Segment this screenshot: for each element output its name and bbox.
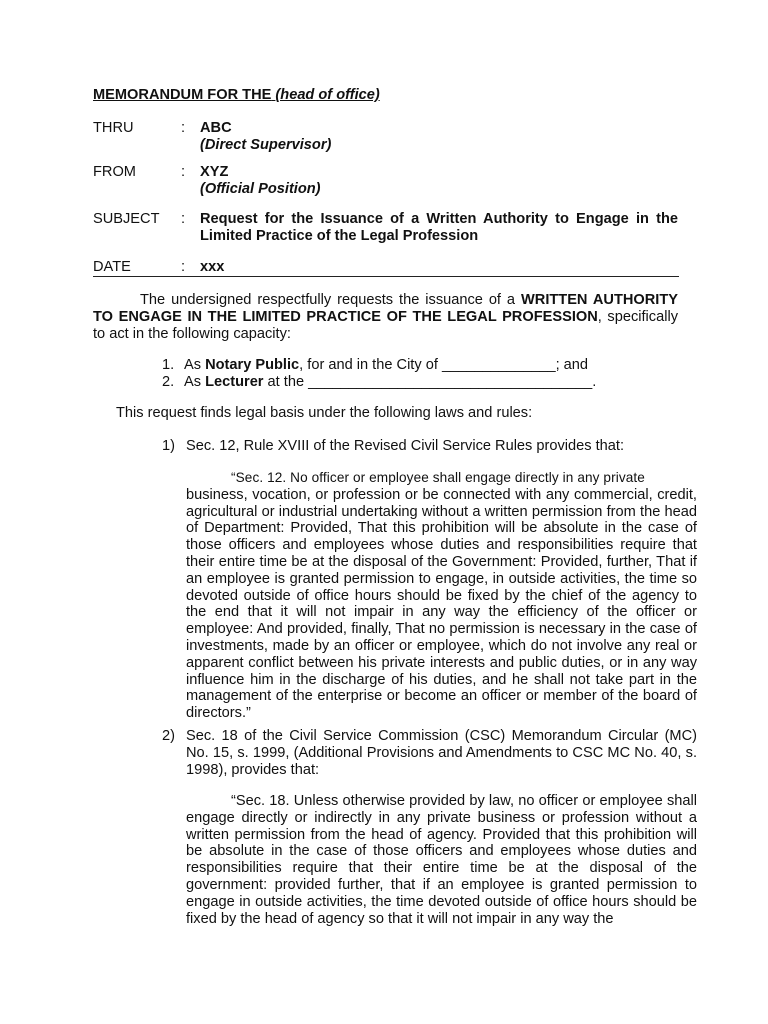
- thru-position: (Direct Supervisor): [200, 137, 332, 153]
- capacity-number: 2.: [162, 374, 175, 390]
- capacity-item-1: 1. As Notary Public, for and in the City of ______________; and: [162, 357, 589, 373]
- intro-emphasis: WRITTEN AUTHORITY TO ENGAGE IN THE LIMITED PRACTICE OF THE LEGAL PROFESSION: [93, 292, 678, 325]
- from-value: [200, 164, 678, 198]
- basis-intro: This request finds legal basis under the following laws and rules:: [116, 405, 533, 421]
- capacity-title: Lecturer: [205, 374, 264, 390]
- date-value: xxx: [200, 259, 225, 275]
- law-heading-1: Sec. 12, Rule XVIII of the Revised Civil Service Rules provides that:: [186, 438, 625, 454]
- from-name: XYZ: [200, 164, 229, 180]
- thru-name: ABC: [200, 120, 232, 136]
- from-position: (Official Position): [200, 181, 321, 197]
- header-divider: [93, 276, 679, 277]
- memo-title: MEMORANDUM FOR THE (head of office): [93, 87, 380, 103]
- intro-paragraph: The undersigned respectfully requests the issuance of a WRITTEN AUTHORITY TO ENGAGE IN THE LIMITED PRACTICE OF THE LEGAL PROFESSION, specifically to act in the following capacity:: [93, 292, 678, 342]
- thru-colon: :: [181, 120, 186, 136]
- law-number-2: 2): [162, 728, 175, 744]
- from-colon: :: [181, 164, 186, 180]
- date-label: DATE: [93, 259, 131, 275]
- capacity-title: Notary Public: [205, 357, 300, 373]
- thru-label: THRU: [93, 120, 134, 136]
- law-quote-2: “Sec. 18. Unless otherwise provided by law, no officer or employee shall engage directly or indirectly in any private business or profession without a written permission from the head of agency. Provided that this prohibition will be absolute in the case of those officers and employees whose duties and responsibilities require that their entire time be at the disposal of the government: provided further, that if an employee is granted permission to engage in outside activities, the time devoted outside of office hours should be fixed by the head of agency so that it will not impair in any way the: [186, 793, 697, 927]
- memo-title-addressee: (head of office): [275, 87, 380, 103]
- date-colon: :: [181, 259, 186, 275]
- capacity-number: 1.: [162, 357, 175, 373]
- capacity-item-2: 2. As Lecturer at the ___________________________________.: [162, 374, 597, 390]
- subject-colon: :: [181, 211, 186, 227]
- from-label: FROM: [93, 164, 136, 180]
- law-heading-2: Sec. 18 of the Civil Service Commission (CSC) Memorandum Circular (MC) No. 15, s. 1999, (Additional Provisions and Amendments to CSC MC No. 40, s. 1998), provides that:: [186, 728, 697, 778]
- subject-value: Request for the Issuance of a Written Authority to Engage in the Limited Practice of the Legal Profession: [200, 211, 678, 244]
- thru-value: [200, 120, 678, 154]
- law-number-1: 1): [162, 438, 175, 454]
- law-quote-1: [186, 470, 697, 722]
- law-quote-1-first-line: “Sec. 12. No officer or employee shall engage directly in any private: [231, 470, 645, 485]
- subject-label: SUBJECT: [93, 211, 160, 227]
- law-quote-1-body: business, vocation, or profession or be connected with any commercial, credit, agricultural or industrial undertaking without a written permission from the head of Department: Provided, That this prohibition will be absolute in the case of those officers and employees whose duties and responsibilities require that their entire time be at the disposal of the Government: Provided, further, That if an employee is granted permission to engage, in outside activities, the time so devoted outside of office hours should be fixed by the chief of the agency to the end that it will not impair in any way the efficiency of the officer or employee: And provided, finally, That no permission is necessary in the case of investments, made by an officer or employee, which do not involve any real or apparent conflict between his private interests and public duties, or in any way influence him in the discharge of his duties, and he shall not take part in the management of the enterprise or become an officer or member of the board of directors.”: [186, 486, 697, 722]
